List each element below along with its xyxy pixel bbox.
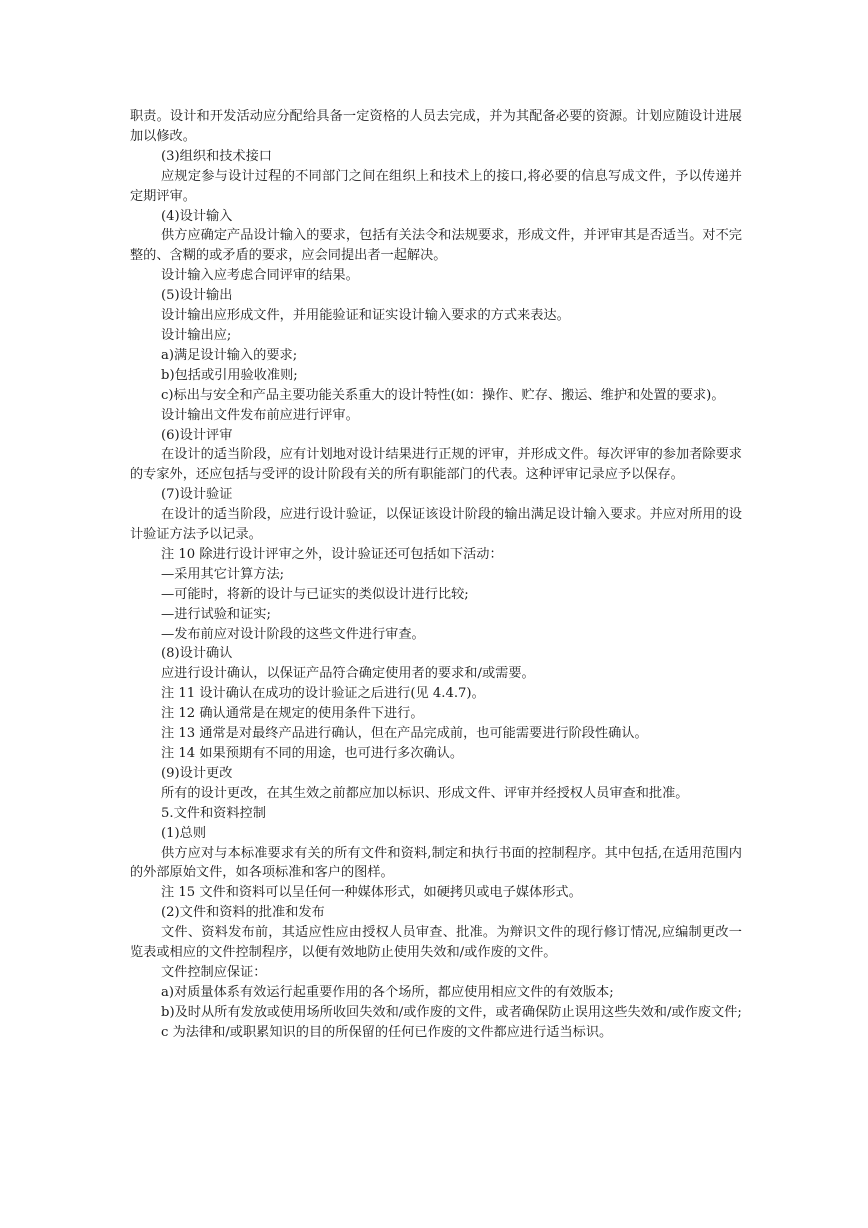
paragraph: 职责。设计和开发活动应分配给具备一定资格的人员去完成，并为其配备必要的资源。计划应随设计进展加以修改。	[130, 109, 742, 144]
paragraph: 文件、资料发布前，其适应性应由授权人员审查、批准。为辩识文件的现行修订情况,应编制更改一览表或相应的文件控制程序，以便有效地防止使用失效和/或作废的文件。	[130, 925, 742, 961]
paragraph: —发布前应对设计阶段的这些文件进行审查。	[161, 626, 425, 642]
paragraph: (6)设计评审	[161, 427, 233, 443]
paragraph: 供方应确定产品设计输入的要求，包括有关法令和法规要求，形成文件，并评审其是否适当。对不完整的、含糊的或矛盾的要求，应会同提出者一起解决。	[130, 228, 742, 264]
paragraph: b)及时从所有发放或使用场所收回失效和/或作废的文件，或者确保防止误用这些失效和/或作废文件;	[161, 1004, 742, 1020]
paragraph: (4)设计输入	[161, 208, 233, 224]
paragraph: (5)设计输出	[161, 288, 233, 304]
paragraph: 在设计的适当阶段，应有计划地对设计结果进行正规的评审，并形成文件。每次评审的参加者除要求的专家外，还应包括与受评的设计阶段有关的所有职能部门的代表。这种评审记录应予以保存。	[130, 447, 742, 483]
paragraph: 注 11 设计确认在成功的设计验证之后进行(见 4.4.7)。	[161, 686, 485, 702]
paragraph: 注 15 文件和资料可以呈任何一种媒体形式，如硬拷贝或电子媒体形式。	[161, 885, 582, 901]
paragraph: 设计输出应;	[161, 327, 232, 343]
paragraph: 供方应对与本标准要求有关的所有文件和资料,制定和执行书面的控制程序。其中包括,在适用范围内的外部原始文件，如各项标准和客户的图样。	[130, 845, 742, 881]
paragraph: c 为法律和/或职累知识的目的所保留的任何已作废的文件都应进行适当标识。	[161, 1024, 613, 1040]
document-body	[130, 107, 742, 1043]
paragraph: 应规定参与设计过程的不同部门之间在组织上和技术上的接口,将必要的信息写成文件，予以传递并定期评审。	[130, 168, 742, 204]
paragraph: (2)文件和资料的批准和发布	[161, 905, 325, 921]
paragraph: 文件控制应保证：	[161, 964, 267, 980]
paragraph: (1)总则	[161, 825, 207, 841]
paragraph: 所有的设计更改，在其生效之前都应加以标识、形成文件、评审并经授权人员审查和批准。	[161, 785, 689, 801]
paragraph: 注 12 确认通常是在规定的使用条件下进行。	[161, 706, 424, 722]
paragraph: c)标出与安全和产品主要功能关系重大的设计特性(如：操作、贮存、搬运、维护和处置的要求)。	[161, 387, 725, 403]
paragraph: 5.文件和资料控制	[161, 805, 266, 821]
paragraph: —进行试验和证实;	[161, 606, 271, 622]
paragraph: (8)设计确认	[161, 646, 233, 662]
paragraph: 注 13 通常是对最终产品进行确认，但在产品完成前，也可能需要进行阶段性确认。	[161, 726, 648, 742]
paragraph: 注 14 如果预期有不同的用途，也可进行多次确认。	[161, 746, 464, 761]
paragraph: b)包括或引用验收准则;	[161, 367, 298, 383]
paragraph: 在设计的适当阶段，应进行设计验证，以保证该设计阶段的输出满足设计输入要求。并应对所用的设计验证方法予以记录。	[130, 507, 742, 543]
paragraph: 注 10 除进行设计评审之外，设计验证还可包括如下活动：	[161, 546, 503, 562]
paragraph: 设计输入应考虑合同评审的结果。	[161, 268, 359, 284]
paragraph: —可能时，将新的设计与已证实的类似设计进行比较;	[161, 586, 469, 602]
paragraph: 应进行设计确认，以保证产品符合确定使用者的要求和/或需要。	[161, 666, 535, 682]
paragraph: —采用其它计算方法;	[161, 566, 285, 582]
paragraph: a)对质量体系有效运行起重要作用的各个场所，都应使用相应文件的有效版本;	[161, 984, 614, 1000]
paragraph: (7)设计验证	[161, 487, 233, 503]
paragraph: a)满足设计输入的要求;	[161, 347, 298, 363]
paragraph: (3)组织和技术接口	[161, 148, 272, 164]
paragraph: 设计输出文件发布前应进行评审。	[161, 407, 359, 423]
paragraph: 设计输出应形成文件，并用能验证和证实设计输入要求的方式来表达。	[161, 308, 570, 324]
paragraph: (9)设计更改	[161, 765, 233, 781]
